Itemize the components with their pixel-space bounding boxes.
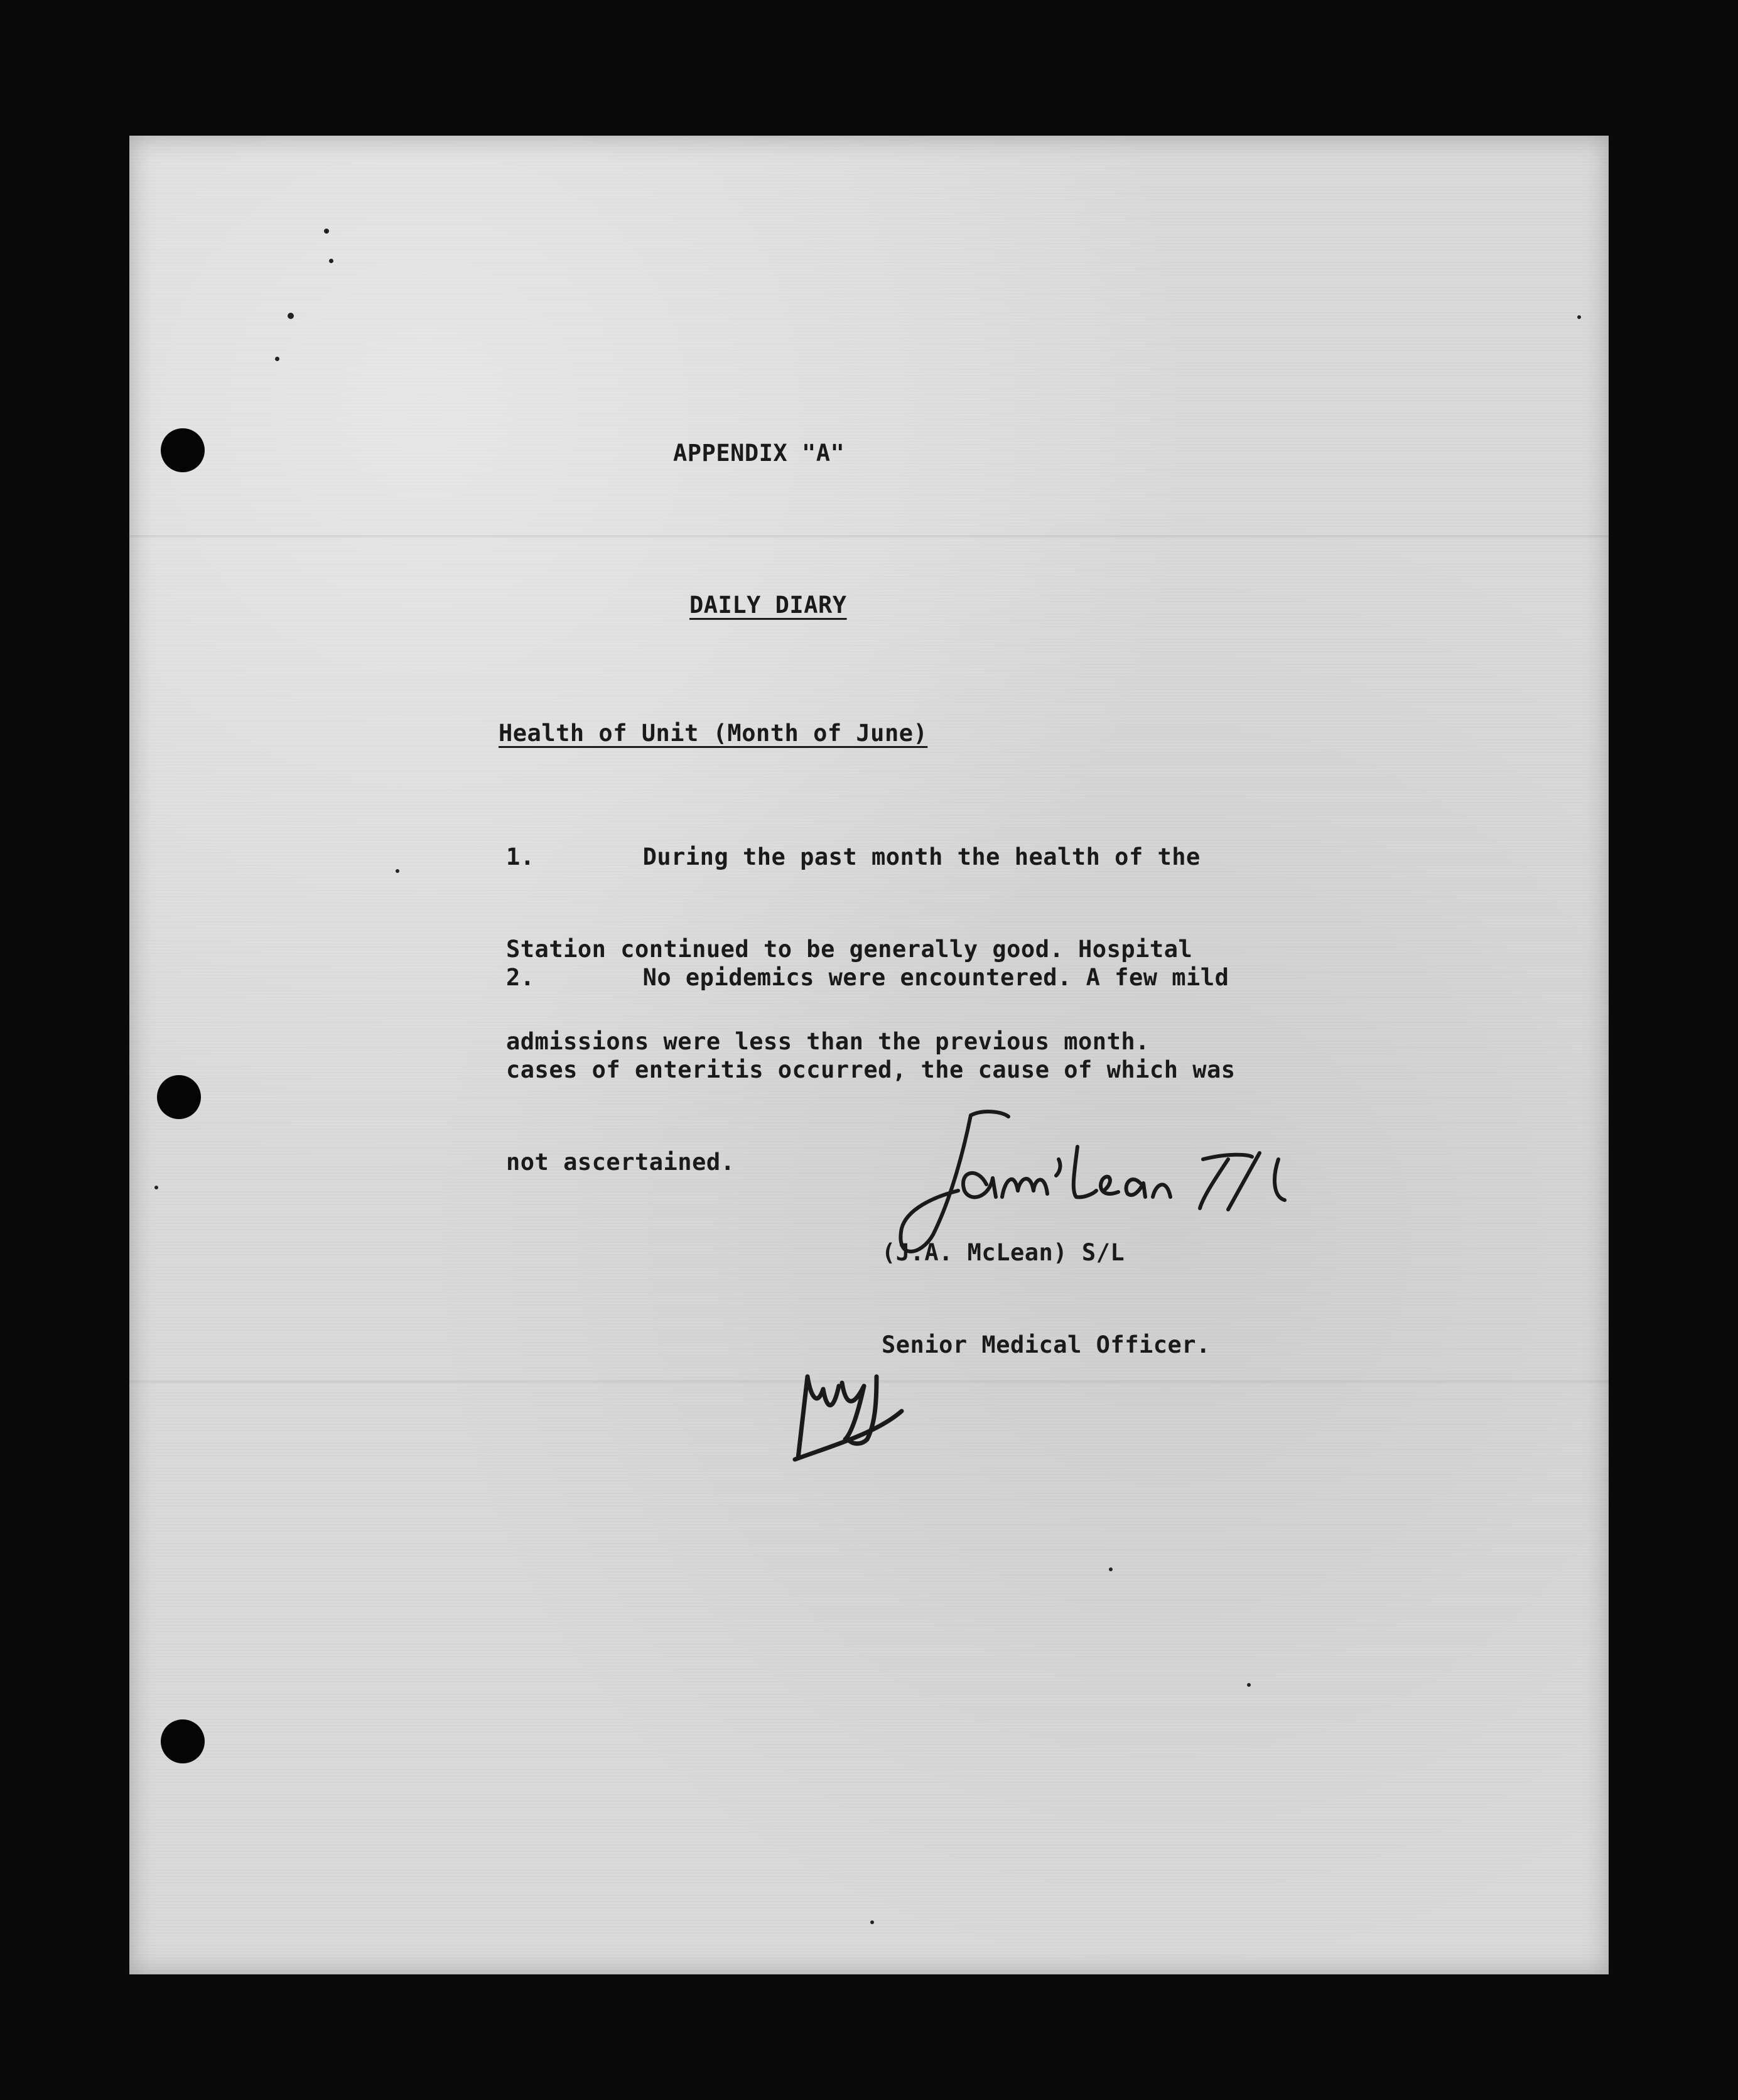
punch-hole bbox=[157, 1075, 201, 1119]
section-heading: Health of Unit (Month of June) bbox=[499, 720, 928, 747]
paragraph-2-first-line bbox=[506, 962, 1236, 993]
paragraph-1-first-line bbox=[506, 842, 1201, 872]
paragraph-line: Station continued to be generally good. Hospital bbox=[506, 936, 1193, 963]
initials-mark bbox=[782, 1351, 908, 1464]
paper-fold-line bbox=[129, 535, 1609, 538]
speck bbox=[288, 313, 294, 319]
signer-name: (J.A. McLean) S/L bbox=[882, 1239, 1125, 1266]
speck bbox=[1247, 1683, 1251, 1687]
paragraph-line: cases of enteritis occurred, the cause of which was bbox=[506, 1056, 1236, 1083]
paragraph-number: 2. bbox=[506, 964, 535, 991]
document-page bbox=[129, 136, 1609, 1974]
speck bbox=[154, 1186, 158, 1189]
paragraph-line: No epidemics were encountered. A few mild bbox=[642, 964, 1229, 991]
paragraph-line: admissions were less than the previous month. bbox=[506, 1028, 1150, 1055]
appendix-title: APPENDIX "A" bbox=[673, 440, 845, 467]
speck bbox=[870, 1920, 874, 1924]
diary-title: DAILY DIARY bbox=[689, 592, 847, 619]
paragraph-line: During the past month the health of the bbox=[642, 843, 1201, 870]
speck bbox=[1109, 1567, 1113, 1571]
speck bbox=[275, 357, 279, 361]
punch-hole bbox=[161, 428, 205, 472]
speck bbox=[396, 869, 399, 873]
paragraph-number: 1. bbox=[506, 843, 535, 870]
speck bbox=[329, 259, 333, 263]
signature-block bbox=[882, 1176, 1211, 1422]
speck bbox=[1577, 315, 1581, 319]
speck bbox=[324, 229, 329, 234]
punch-hole bbox=[161, 1719, 205, 1763]
signer-title: Senior Medical Officer. bbox=[882, 1331, 1211, 1358]
paragraph-line: not ascertained. bbox=[506, 1149, 735, 1176]
